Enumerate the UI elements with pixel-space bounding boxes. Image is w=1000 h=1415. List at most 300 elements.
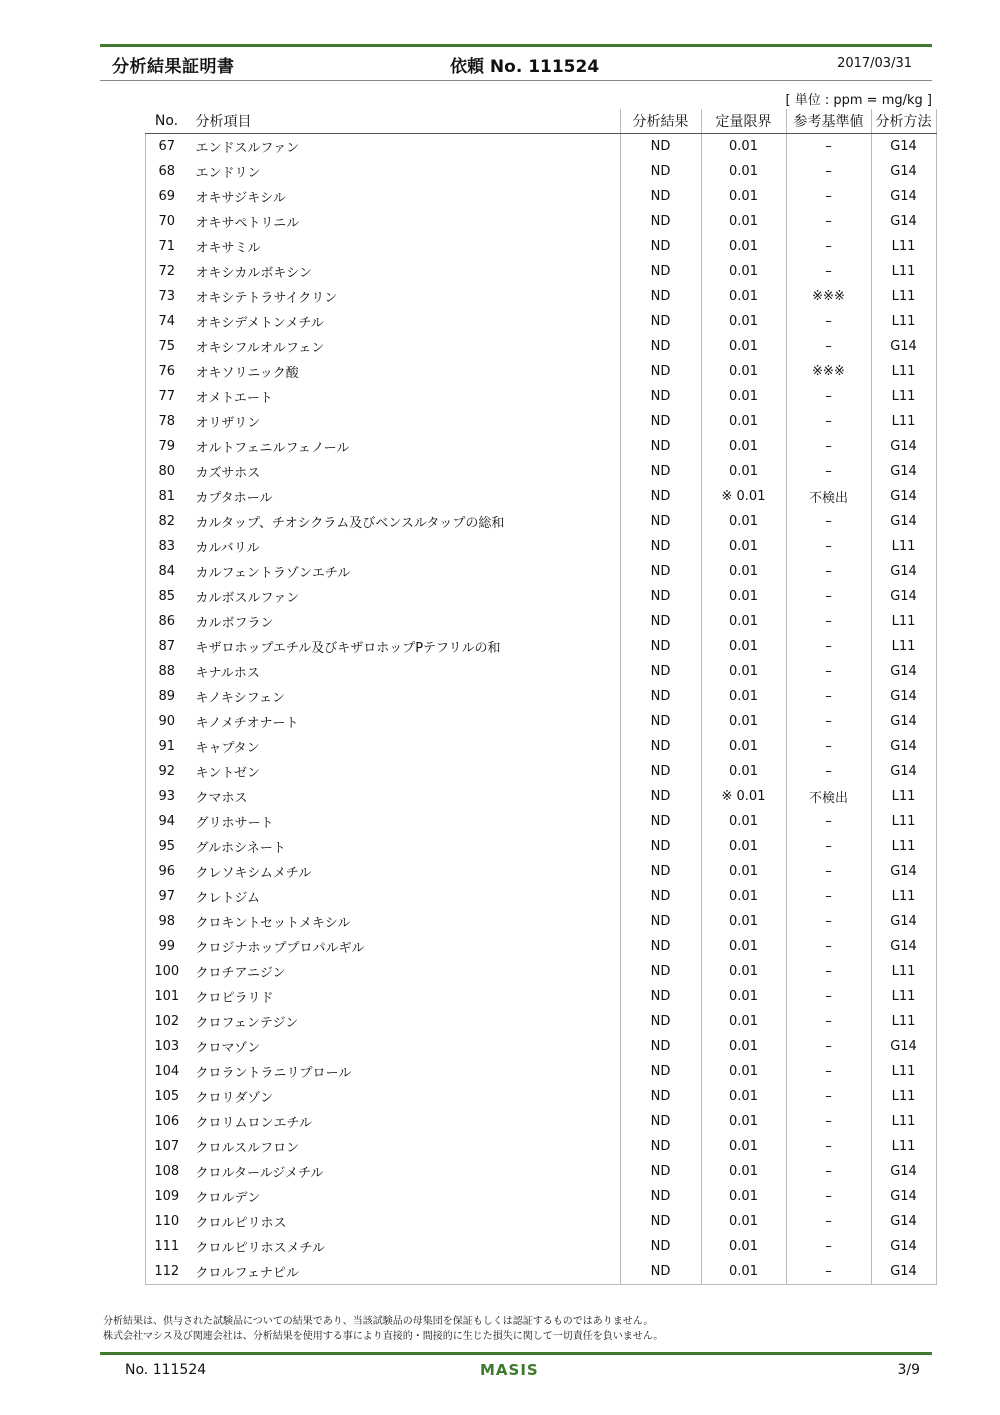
cell-no: 89: [146, 684, 188, 709]
cell-reference: –: [786, 659, 871, 684]
table-row: [146, 634, 937, 659]
cell-result: ND: [620, 734, 701, 759]
table-row: [146, 734, 937, 759]
cell-method: L11: [871, 1059, 936, 1084]
table-row: [146, 259, 937, 284]
cell-result: ND: [620, 434, 701, 459]
header-top-rule: [100, 44, 932, 47]
cell-no: 97: [146, 884, 188, 909]
cell-item: クロキントセットメキシル: [195, 916, 351, 931]
cell-reference: –: [786, 1034, 871, 1059]
cell-result: ND: [620, 509, 701, 534]
cell-no: 85: [146, 584, 188, 609]
cell-method: L11: [871, 259, 936, 284]
cell-method: G14: [871, 159, 936, 184]
cell-result: ND: [620, 684, 701, 709]
cell-no: 104: [146, 1059, 188, 1084]
cell-item: クロルピリホスメチル: [195, 1241, 325, 1256]
cell-reference: –: [786, 884, 871, 909]
cell-result: ND: [620, 1084, 701, 1109]
table-row: [146, 209, 937, 234]
cell-method: G14: [871, 1209, 936, 1234]
cell-result: ND: [620, 184, 701, 209]
cell-method: G14: [871, 859, 936, 884]
cell-item: グリホサート: [195, 816, 274, 831]
cell-reference: –: [786, 184, 871, 209]
cell-limit: 0.01: [701, 584, 786, 609]
col-header-reference: 参考基準値: [786, 109, 871, 134]
cell-method: G14: [871, 709, 936, 734]
cell-no: 101: [146, 984, 188, 1009]
cell-no: 111: [146, 1234, 188, 1259]
cell-method: G14: [871, 584, 936, 609]
cell-method: G14: [871, 684, 936, 709]
cell-no: 98: [146, 909, 188, 934]
cell-limit: 0.01: [701, 559, 786, 584]
cell-item: クロマゾン: [195, 1041, 261, 1056]
cell-method: G14: [871, 659, 936, 684]
table-row: [146, 659, 937, 684]
cell-limit: 0.01: [701, 509, 786, 534]
cell-limit: 0.01: [701, 259, 786, 284]
cell-reference: ※※※: [786, 284, 871, 309]
cell-result: ND: [620, 834, 701, 859]
cell-result: ND: [620, 209, 701, 234]
table-row: [146, 759, 937, 784]
cell-result: ND: [620, 534, 701, 559]
col-header-limit: 定量限界: [701, 109, 786, 134]
table-row: [146, 834, 937, 859]
cell-reference: –: [786, 509, 871, 534]
cell-reference: –: [786, 609, 871, 634]
cell-reference: –: [786, 1259, 871, 1285]
cell-no: 108: [146, 1159, 188, 1184]
cell-item: クロフェンテジン: [195, 1016, 299, 1031]
cell-item: エンドリン: [195, 166, 261, 181]
header-divider: [100, 80, 932, 81]
cell-no: 107: [146, 1134, 188, 1159]
cell-result: ND: [620, 1209, 701, 1234]
cell-no: 68: [146, 159, 188, 184]
cell-reference: –: [786, 1059, 871, 1084]
cell-item: カルバリル: [195, 541, 260, 556]
cell-result: ND: [620, 859, 701, 884]
table-row: [146, 334, 937, 359]
cell-reference: –: [786, 409, 871, 434]
cell-method: G14: [871, 759, 936, 784]
table-row: [146, 684, 937, 709]
cell-item: キントゼン: [195, 766, 260, 781]
cell-limit: 0.01: [701, 759, 786, 784]
cell-limit: 0.01: [701, 134, 786, 160]
table-row: [146, 309, 937, 334]
cell-no: 88: [146, 659, 188, 684]
cell-reference: –: [786, 1084, 871, 1109]
cell-item: クレソキシムメチル: [195, 866, 312, 881]
cell-no: 79: [146, 434, 188, 459]
cell-no: 90: [146, 709, 188, 734]
cell-no: 86: [146, 609, 188, 634]
cell-no: 74: [146, 309, 188, 334]
cell-method: L11: [871, 1109, 936, 1134]
document-title: 分析結果証明書: [112, 57, 235, 77]
cell-reference: –: [786, 334, 871, 359]
cell-limit: 0.01: [701, 609, 786, 634]
cell-method: L11: [871, 1084, 936, 1109]
cell-item: オキシカルボキシン: [195, 266, 312, 281]
cell-no: 112: [146, 1259, 188, 1285]
cell-item: オキシフルオルフェン: [195, 341, 325, 356]
table-row: [146, 584, 937, 609]
cell-limit: 0.01: [701, 1209, 786, 1234]
cell-no: 70: [146, 209, 188, 234]
cell-result: ND: [620, 1034, 701, 1059]
cell-reference: –: [786, 159, 871, 184]
cell-no: 99: [146, 934, 188, 959]
table-row: [146, 934, 937, 959]
cell-reference: –: [786, 459, 871, 484]
cell-method: L11: [871, 534, 936, 559]
table-row: [146, 1159, 937, 1184]
cell-reference: –: [786, 984, 871, 1009]
cell-method: L11: [871, 359, 936, 384]
cell-item: クロジナホッププロパルギル: [195, 941, 365, 956]
cell-item: オキサペトリニル: [195, 216, 300, 231]
cell-item: クロルピリホス: [195, 1216, 287, 1231]
table-row: [146, 384, 937, 409]
cell-item: オキソリニック酸: [195, 366, 299, 381]
cell-result: ND: [620, 984, 701, 1009]
cell-no: 105: [146, 1084, 188, 1109]
cell-no: 87: [146, 634, 188, 659]
table-row: [146, 1109, 937, 1134]
cell-result: ND: [620, 1134, 701, 1159]
table-row: [146, 1034, 937, 1059]
cell-result: ND: [620, 1109, 701, 1134]
cell-result: ND: [620, 1159, 701, 1184]
table-row: [146, 159, 937, 184]
table-row: [146, 984, 937, 1009]
table-row: [146, 359, 937, 384]
cell-item: カプタホール: [195, 491, 273, 506]
cell-method: L11: [871, 309, 936, 334]
cell-method: L11: [871, 959, 936, 984]
cell-item: エンドスルファン: [195, 141, 300, 156]
cell-item: オルトフェニルフェノール: [195, 441, 350, 456]
cell-reference: –: [786, 1109, 871, 1134]
cell-result: ND: [620, 1009, 701, 1034]
cell-reference: 不検出: [786, 484, 871, 509]
cell-limit: 0.01: [701, 209, 786, 234]
table-row: [146, 1059, 937, 1084]
cell-item: オリザリン: [195, 416, 261, 431]
cell-limit: 0.01: [701, 659, 786, 684]
cell-limit: ※ 0.01: [701, 784, 786, 809]
table-row: [146, 534, 937, 559]
cell-method: L11: [871, 834, 936, 859]
cell-method: G14: [871, 909, 936, 934]
cell-method: L11: [871, 984, 936, 1009]
results-table: [145, 109, 937, 1285]
col-header-result: 分析結果: [620, 109, 701, 134]
cell-reference: –: [786, 909, 871, 934]
cell-reference: –: [786, 134, 871, 160]
cell-item: キノキシフェン: [195, 691, 285, 706]
cell-no: 78: [146, 409, 188, 434]
cell-reference: –: [786, 1134, 871, 1159]
cell-method: L11: [871, 1134, 936, 1159]
cell-limit: 0.01: [701, 1259, 786, 1285]
cell-method: L11: [871, 609, 936, 634]
cell-limit: 0.01: [701, 384, 786, 409]
table-row: [146, 1259, 937, 1285]
cell-result: ND: [620, 159, 701, 184]
cell-item: クロリムロンエチル: [195, 1116, 312, 1131]
table-row: [146, 709, 937, 734]
cell-no: 92: [146, 759, 188, 784]
cell-method: G14: [871, 134, 936, 160]
cell-no: 100: [146, 959, 188, 984]
cell-reference: –: [786, 1009, 871, 1034]
cell-reference: –: [786, 834, 871, 859]
cell-reference: –: [786, 709, 871, 734]
cell-method: L11: [871, 409, 936, 434]
cell-limit: 0.01: [701, 409, 786, 434]
cell-reference: –: [786, 634, 871, 659]
cell-limit: 0.01: [701, 1134, 786, 1159]
cell-limit: ※ 0.01: [701, 484, 786, 509]
table-row: [146, 184, 937, 209]
request-number: 依頼 No. 111524: [450, 57, 600, 77]
cell-result: ND: [620, 609, 701, 634]
disclaimer-line-2: 株式会社マシス及び関連会社は、分析結果を使用する事により直接的・間接的に生じた損失に関して一切責任を負いません。: [103, 1331, 664, 1342]
cell-item: キザロホップエチル及びキザロホップPテフリルの和: [195, 641, 501, 656]
cell-reference: –: [786, 959, 871, 984]
cell-item: キノメチオナート: [195, 716, 299, 731]
table-row: [146, 884, 937, 909]
cell-result: ND: [620, 284, 701, 309]
cell-limit: 0.01: [701, 934, 786, 959]
cell-limit: 0.01: [701, 184, 786, 209]
cell-no: 110: [146, 1209, 188, 1234]
cell-method: G14: [871, 209, 936, 234]
cell-result: ND: [620, 659, 701, 684]
table-body: [146, 134, 937, 1285]
table-row: [146, 459, 937, 484]
cell-no: 81: [146, 484, 188, 509]
cell-method: G14: [871, 459, 936, 484]
cell-no: 75: [146, 334, 188, 359]
cell-reference: –: [786, 434, 871, 459]
cell-limit: 0.01: [701, 859, 786, 884]
cell-reference: –: [786, 1234, 871, 1259]
cell-result: ND: [620, 334, 701, 359]
col-header-no: No.: [146, 109, 188, 134]
cell-reference: –: [786, 384, 871, 409]
cell-limit: 0.01: [701, 1009, 786, 1034]
cell-no: 94: [146, 809, 188, 834]
cell-method: L11: [871, 884, 936, 909]
cell-result: ND: [620, 309, 701, 334]
table-row: [146, 1134, 937, 1159]
cell-no: 109: [146, 1184, 188, 1209]
cell-limit: 0.01: [701, 684, 786, 709]
cell-item: クロルスルフロン: [195, 1141, 300, 1156]
cell-limit: 0.01: [701, 1159, 786, 1184]
cell-item: クマホス: [195, 791, 248, 806]
table-row: [146, 909, 937, 934]
cell-result: ND: [620, 584, 701, 609]
footer-rule: [100, 1352, 932, 1355]
table-row: [146, 609, 937, 634]
table-row: [146, 1084, 937, 1109]
cell-method: G14: [871, 734, 936, 759]
cell-limit: 0.01: [701, 459, 786, 484]
cell-no: 67: [146, 134, 188, 160]
cell-no: 71: [146, 234, 188, 259]
document-date: 2017/03/31: [837, 56, 912, 71]
cell-item: キャプタン: [195, 741, 260, 756]
cell-item: オキシデメトンメチル: [195, 316, 324, 331]
cell-method: G14: [871, 934, 936, 959]
cell-no: 69: [146, 184, 188, 209]
cell-item: カルフェントラゾンエチル: [195, 566, 351, 581]
table-row: [146, 1184, 937, 1209]
cell-limit: 0.01: [701, 1059, 786, 1084]
unit-label: [ 単位 : ppm = mg/kg ]: [785, 93, 932, 108]
cell-method: L11: [871, 809, 936, 834]
cell-no: 73: [146, 284, 188, 309]
table-row: [146, 1234, 937, 1259]
cell-no: 72: [146, 259, 188, 284]
cell-limit: 0.01: [701, 434, 786, 459]
cell-reference: –: [786, 209, 871, 234]
cell-method: G14: [871, 1034, 936, 1059]
cell-reference: –: [786, 809, 871, 834]
cell-reference: –: [786, 559, 871, 584]
page-number: 3/9: [897, 1362, 920, 1378]
cell-limit: 0.01: [701, 159, 786, 184]
cell-limit: 0.01: [701, 1034, 786, 1059]
cell-method: G14: [871, 1259, 936, 1285]
table-row: [146, 859, 937, 884]
cell-limit: 0.01: [701, 534, 786, 559]
cell-limit: 0.01: [701, 359, 786, 384]
cell-no: 102: [146, 1009, 188, 1034]
cell-item: カズサホス: [195, 466, 261, 481]
cell-method: L11: [871, 234, 936, 259]
disclaimer-line-1: 分析結果は、供与された試験品についての結果であり、当該試験品の母集団を保証もしくは認証するものではありません。: [103, 1316, 654, 1327]
cell-no: 76: [146, 359, 188, 384]
cell-limit: 0.01: [701, 634, 786, 659]
cell-result: ND: [620, 484, 701, 509]
cell-method: L11: [871, 284, 936, 309]
cell-method: L11: [871, 634, 936, 659]
cell-limit: 0.01: [701, 809, 786, 834]
cell-item: オキシテトラサイクリン: [195, 291, 338, 306]
cell-no: 91: [146, 734, 188, 759]
table-row: [146, 284, 937, 309]
cell-item: クロチアニジン: [195, 966, 286, 981]
cell-reference: –: [786, 1209, 871, 1234]
cell-limit: 0.01: [701, 984, 786, 1009]
cell-limit: 0.01: [701, 284, 786, 309]
table-row: [146, 234, 937, 259]
cell-limit: 0.01: [701, 884, 786, 909]
cell-no: 80: [146, 459, 188, 484]
cell-method: G14: [871, 484, 936, 509]
cell-result: ND: [620, 709, 701, 734]
table-row: [146, 1209, 937, 1234]
cell-reference: –: [786, 684, 871, 709]
cell-no: 96: [146, 859, 188, 884]
cell-reference: –: [786, 584, 871, 609]
cell-reference: –: [786, 259, 871, 284]
cell-limit: 0.01: [701, 959, 786, 984]
table-row: [146, 134, 937, 160]
cell-result: ND: [620, 409, 701, 434]
cell-method: G14: [871, 334, 936, 359]
cell-method: G14: [871, 1184, 936, 1209]
cell-reference: –: [786, 309, 871, 334]
cell-method: G14: [871, 184, 936, 209]
table-row: [146, 1009, 937, 1034]
cell-method: L11: [871, 384, 936, 409]
cell-result: ND: [620, 809, 701, 834]
cell-result: ND: [620, 634, 701, 659]
cell-item: オキサミル: [195, 241, 261, 256]
cell-item: オキサジキシル: [195, 191, 286, 206]
cell-reference: –: [786, 234, 871, 259]
cell-no: 82: [146, 509, 188, 534]
table-row: [146, 559, 937, 584]
cell-method: G14: [871, 1159, 936, 1184]
col-header-method: 分析方法: [871, 109, 936, 134]
cell-method: G14: [871, 1234, 936, 1259]
cell-method: L11: [871, 1009, 936, 1034]
cell-reference: –: [786, 1184, 871, 1209]
cell-reference: –: [786, 1159, 871, 1184]
table-row: [146, 784, 937, 809]
cell-result: ND: [620, 759, 701, 784]
cell-result: ND: [620, 959, 701, 984]
cell-limit: 0.01: [701, 1234, 786, 1259]
cell-item: カルボスルファン: [195, 591, 300, 606]
disclaimer: [103, 1314, 663, 1344]
cell-item: クレトジム: [195, 891, 260, 906]
cell-no: 93: [146, 784, 188, 809]
footer-request-number: No. 111524: [125, 1362, 207, 1378]
cell-item: カルタップ、チオシクラム及びベンスルタップの総和: [195, 516, 505, 531]
cell-method: G14: [871, 434, 936, 459]
cell-reference: –: [786, 534, 871, 559]
cell-item: クロルタールジメチル: [195, 1166, 324, 1181]
cell-item: カルボフラン: [195, 616, 274, 631]
cell-result: ND: [620, 1259, 701, 1285]
table-row: [146, 484, 937, 509]
cell-result: ND: [620, 784, 701, 809]
cell-method: G14: [871, 509, 936, 534]
cell-no: 95: [146, 834, 188, 859]
cell-limit: 0.01: [701, 1109, 786, 1134]
cell-item: クロルフェナピル: [188, 1259, 621, 1285]
cell-result: ND: [620, 459, 701, 484]
cell-result: ND: [620, 359, 701, 384]
cell-result: ND: [620, 559, 701, 584]
table-row: [146, 409, 937, 434]
table-row: [146, 434, 937, 459]
cell-item: クロピラリド: [195, 991, 274, 1006]
